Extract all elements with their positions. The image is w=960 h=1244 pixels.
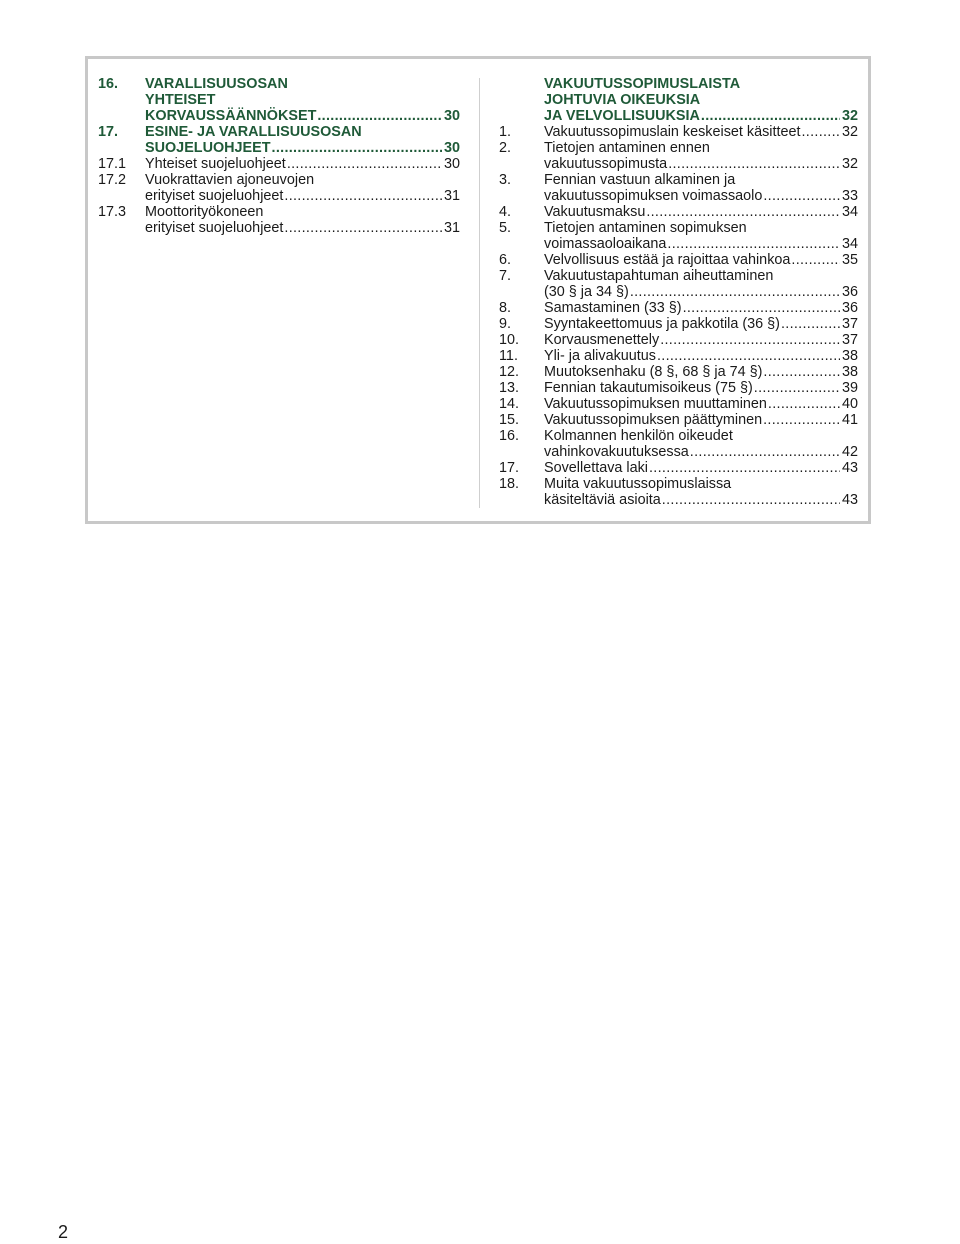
entry-title-text: vakuutussopimusta	[544, 156, 668, 172]
dot-leader	[768, 396, 840, 412]
entry-number: 11.	[499, 348, 518, 364]
entry-title-text: (30 § ja 34 §)	[544, 284, 629, 300]
entry-title-last-line	[544, 460, 858, 476]
entry-number: 14.	[499, 396, 520, 412]
entry-title-text: Syyntakeettomuus ja pakkotila (36 §)	[544, 316, 780, 332]
entry-number: 1.	[499, 124, 512, 140]
dot-leader	[667, 236, 840, 252]
page-ref: 31	[443, 220, 460, 236]
entry-title-last-line	[544, 316, 858, 332]
entry-title-line: Moottorityökoneen	[145, 204, 264, 220]
entry-body	[544, 412, 858, 428]
page-ref: 31	[443, 188, 460, 204]
entry-body	[544, 268, 858, 300]
dot-leader	[791, 252, 840, 268]
entry-number: 18.	[499, 476, 520, 492]
entry-body	[544, 300, 858, 316]
page-ref: 37	[841, 332, 858, 348]
entry-number: 10.	[499, 332, 520, 348]
entry-title-last-line	[544, 492, 858, 508]
entry-body	[544, 252, 858, 268]
entry-number: 17.3	[98, 204, 127, 220]
entry-title-text: käsiteltäviä asioita	[544, 492, 661, 508]
page-ref: 30	[443, 140, 460, 156]
dot-leader	[668, 156, 840, 172]
entry-body	[145, 204, 460, 236]
dot-leader	[683, 300, 840, 316]
entry-title-text: Yli- ja alivakuutus	[544, 348, 656, 364]
page-ref: 36	[841, 300, 858, 316]
toc-heading[interactable]	[98, 124, 460, 156]
page-ref: 32	[841, 156, 858, 172]
entry-number: 7.	[499, 268, 512, 284]
entry-number: 17.	[499, 460, 520, 476]
toc-entry[interactable]	[499, 204, 858, 220]
entry-number: 9.	[499, 316, 512, 332]
entry-body	[544, 380, 858, 396]
dot-leader	[701, 108, 840, 124]
dot-leader	[690, 444, 840, 460]
entry-title-last-line	[544, 124, 858, 140]
toc-entry[interactable]	[499, 252, 858, 268]
dot-leader	[763, 364, 840, 380]
page-ref: 32	[841, 124, 858, 140]
page-ref: 36	[841, 284, 858, 300]
entry-title-line: Vuokrattavien ajoneuvojen	[145, 172, 315, 188]
entry-title-text: Vakuutussopimuksen päättyminen	[544, 412, 763, 428]
entry-title-text: Yhteiset suojeluohjeet	[145, 156, 286, 172]
entry-title-line: ESINE- JA VARALLISUUSOSAN	[145, 124, 362, 140]
entry-title-text: Vakuutussopimuksen muuttaminen	[544, 396, 767, 412]
page-ref: 32	[841, 108, 858, 124]
dot-leader	[287, 156, 442, 172]
toc-entry[interactable]	[499, 380, 858, 396]
page-ref: 30	[443, 156, 460, 172]
entry-body	[544, 76, 858, 124]
toc-entry[interactable]	[499, 316, 858, 332]
entry-title-line: Fennian vastuun alkaminen ja	[544, 172, 736, 188]
entry-title-line: Tietojen antaminen ennen	[544, 140, 710, 156]
entry-number: 6.	[499, 252, 512, 268]
page-ref: 30	[443, 108, 460, 124]
dot-leader	[630, 284, 840, 300]
entry-number: 13.	[499, 380, 520, 396]
toc-entry[interactable]	[499, 172, 858, 204]
entry-title-text: Samastaminen (33 §)	[544, 300, 682, 316]
entry-title-line: VARALLISUUSOSAN	[145, 76, 288, 92]
page-ref: 35	[841, 252, 858, 268]
entry-title-last-line	[544, 204, 858, 220]
toc-entry[interactable]	[499, 396, 858, 412]
entry-title-text: voimassaoloaikana	[544, 236, 667, 252]
entry-title-text: JA VELVOLLISUUKSIA	[544, 108, 700, 124]
entry-title-last-line	[544, 348, 858, 364]
entry-title-last-line	[544, 252, 858, 268]
entry-title-last-line	[544, 284, 858, 300]
entry-title-line: VAKUUTUSSOPIMUSLAISTA	[544, 76, 741, 92]
entry-number: 16.	[499, 428, 520, 444]
entry-title-last-line	[544, 412, 858, 428]
entry-body	[544, 140, 858, 172]
dot-leader	[802, 124, 840, 140]
entry-number: 15.	[499, 412, 520, 428]
entry-body	[145, 172, 460, 204]
entry-number: 12.	[499, 364, 520, 380]
toc-entry[interactable]	[499, 428, 858, 460]
page-ref: 33	[841, 188, 858, 204]
entry-body	[544, 124, 858, 140]
entry-body	[544, 348, 858, 364]
entry-title-line: Muita vakuutussopimuslaissa	[544, 476, 732, 492]
entry-title-last-line	[544, 156, 858, 172]
toc-entry[interactable]	[98, 172, 460, 204]
entry-title-last-line	[544, 188, 858, 204]
column-divider	[479, 78, 480, 508]
dot-leader	[662, 492, 840, 508]
entry-number: 17.	[98, 124, 119, 140]
toc-entry[interactable]	[499, 300, 858, 316]
page-ref: 37	[841, 316, 858, 332]
entry-title-text: Vakuutusmaksu	[544, 204, 646, 220]
dot-leader	[657, 348, 840, 364]
entry-title-last-line	[544, 380, 858, 396]
page-ref: 40	[841, 396, 858, 412]
toc-heading[interactable]	[499, 76, 858, 124]
toc-entry[interactable]	[499, 364, 858, 380]
toc-heading[interactable]	[98, 76, 460, 124]
dot-leader	[284, 188, 442, 204]
page-ref: 34	[841, 204, 858, 220]
entry-title-line: JOHTUVIA OIKEUKSIA	[544, 92, 701, 108]
entry-title-text: vahinkovakuutuksessa	[544, 444, 689, 460]
entry-body	[145, 156, 460, 172]
entry-title-last-line	[145, 220, 460, 236]
entry-number: 8.	[499, 300, 512, 316]
entry-body	[544, 428, 858, 460]
entry-title-last-line	[145, 108, 460, 124]
entry-title-text: SUOJELUOHJEET	[145, 140, 271, 156]
entry-title-last-line	[544, 364, 858, 380]
dot-leader	[649, 460, 840, 476]
entry-number: 17.2	[98, 172, 127, 188]
entry-title-last-line	[544, 236, 858, 252]
toc-entry[interactable]	[499, 412, 858, 428]
toc-entry[interactable]	[499, 348, 858, 364]
page-ref: 42	[841, 444, 858, 460]
entry-title-last-line	[145, 188, 460, 204]
entry-title-last-line	[544, 300, 858, 316]
entry-body	[544, 332, 858, 348]
dot-leader	[272, 140, 442, 156]
dot-leader	[781, 316, 840, 332]
dot-leader	[660, 332, 840, 348]
page-ref: 43	[841, 492, 858, 508]
toc-entry[interactable]	[499, 268, 858, 300]
page-ref: 41	[841, 412, 858, 428]
toc-right-column	[499, 76, 858, 508]
entry-title-text: Sovellettava laki	[544, 460, 648, 476]
page-ref: 34	[841, 236, 858, 252]
entry-title-text: erityiset suojeluohjeet	[145, 188, 284, 204]
toc-left-column	[98, 76, 460, 236]
entry-title-last-line	[544, 444, 858, 460]
dot-leader	[763, 412, 840, 428]
entry-body	[544, 220, 858, 252]
entry-number: 5.	[499, 220, 512, 236]
entry-body	[544, 396, 858, 412]
entry-body	[544, 172, 858, 204]
entry-title-last-line	[544, 108, 858, 124]
entry-title-text: Velvollisuus estää ja rajoittaa vahinkoa	[544, 252, 791, 268]
toc-entry[interactable]	[499, 332, 858, 348]
dot-leader	[284, 220, 442, 236]
toc-entry[interactable]	[499, 460, 858, 476]
entry-body	[544, 316, 858, 332]
entry-title-text: KORVAUSSÄÄNNÖKSET	[145, 108, 317, 124]
page-ref: 38	[841, 364, 858, 380]
toc-entry[interactable]	[499, 140, 858, 172]
entry-title-text: Korvausmenettely	[544, 332, 660, 348]
page-ref: 43	[841, 460, 858, 476]
dot-leader	[754, 380, 840, 396]
entry-title-last-line	[544, 332, 858, 348]
entry-body	[544, 204, 858, 220]
entry-number: 4.	[499, 204, 512, 220]
entry-title-line: Vakuutustapahtuman aiheuttaminen	[544, 268, 774, 284]
page-number: 2	[58, 1222, 69, 1242]
entry-body	[145, 76, 460, 124]
entry-title-line: Tietojen antaminen sopimuksen	[544, 220, 747, 236]
entry-body	[544, 476, 858, 508]
dot-leader	[763, 188, 840, 204]
entry-title-line: Kolmannen henkilön oikeudet	[544, 428, 733, 444]
toc-entry[interactable]	[98, 204, 460, 236]
entry-body	[544, 364, 858, 380]
entry-title-text: erityiset suojeluohjeet	[145, 220, 284, 236]
entry-number: 2.	[499, 140, 512, 156]
dot-leader	[646, 204, 840, 220]
entry-title-text: Vakuutussopimuslain keskeiset käsitteet	[544, 124, 801, 140]
entry-title-text: Fennian takautumisoikeus (75 §)	[544, 380, 753, 396]
toc-entry[interactable]	[499, 220, 858, 252]
entry-title-last-line	[145, 140, 460, 156]
entry-body	[544, 460, 858, 476]
entry-title-text: vakuutussopimuksen voimassaolo	[544, 188, 763, 204]
page-ref: 39	[841, 380, 858, 396]
toc-entry[interactable]	[98, 156, 460, 172]
entry-title-last-line	[544, 396, 858, 412]
entry-number: 17.1	[98, 156, 127, 172]
page-ref: 38	[841, 348, 858, 364]
entry-number: 16.	[98, 76, 119, 92]
entry-title-line: YHTEISET	[145, 92, 216, 108]
entry-title-last-line	[145, 156, 460, 172]
dot-leader	[317, 108, 442, 124]
entry-number: 3.	[499, 172, 512, 188]
toc-entry[interactable]	[499, 124, 858, 140]
entry-body	[145, 124, 460, 156]
entry-title-text: Muutoksenhaku (8 §, 68 § ja 74 §)	[544, 364, 763, 380]
toc-entry[interactable]	[499, 476, 858, 508]
